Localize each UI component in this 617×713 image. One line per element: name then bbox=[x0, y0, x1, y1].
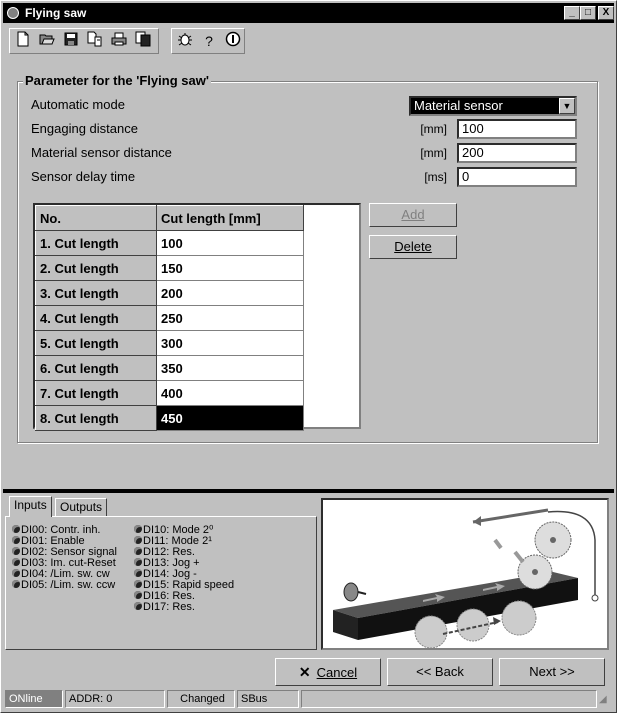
sensor-delay-time-label: Sensor delay time bbox=[31, 169, 136, 184]
add-button[interactable] bbox=[369, 203, 457, 227]
led-icon bbox=[12, 558, 20, 566]
led-icon bbox=[134, 580, 142, 588]
help-icon[interactable]: ? bbox=[205, 33, 213, 49]
toolbar-help-group bbox=[171, 28, 245, 54]
flying-saw-illustration bbox=[323, 500, 607, 648]
info-icon[interactable] bbox=[222, 31, 244, 51]
debug-icon[interactable] bbox=[174, 31, 196, 51]
new-icon[interactable] bbox=[12, 31, 34, 51]
engaging-distance-label: Engaging distance bbox=[31, 121, 138, 136]
led-icon bbox=[134, 558, 142, 566]
table-row[interactable] bbox=[36, 381, 304, 406]
minimize-button[interactable]: _ bbox=[564, 6, 580, 20]
table-row-selected[interactable] bbox=[36, 406, 304, 431]
io-left-column bbox=[12, 525, 117, 591]
input-di10: DI10: Mode 2⁰ bbox=[134, 525, 234, 536]
led-icon bbox=[134, 547, 142, 555]
engaging-distance-unit: [mm] bbox=[420, 122, 447, 136]
status-empty bbox=[301, 690, 597, 708]
row-header[interactable]: 6. Cut length bbox=[36, 356, 157, 381]
flying-saw-diagram bbox=[321, 498, 609, 650]
led-icon bbox=[134, 525, 142, 533]
input-di04: DI04: /Lim. sw. cw bbox=[12, 569, 117, 580]
table-row[interactable] bbox=[36, 306, 304, 331]
open-icon[interactable] bbox=[36, 31, 58, 51]
sensor-delay-time-unit: [ms] bbox=[424, 170, 447, 184]
next-button[interactable]: Next >> bbox=[499, 658, 605, 686]
automatic-mode-select[interactable] bbox=[409, 96, 577, 116]
tab-outputs[interactable]: Outputs bbox=[55, 498, 107, 516]
maximize-button[interactable]: □ bbox=[580, 6, 596, 20]
led-icon bbox=[134, 569, 142, 577]
cut-length-grid[interactable] bbox=[33, 203, 361, 429]
input-di16: DI16: Res. bbox=[134, 591, 234, 602]
column-header-cut-length[interactable]: Cut length [mm] bbox=[157, 206, 304, 231]
toolbar-file-group bbox=[9, 28, 159, 54]
cut-length-cell[interactable]: 450 bbox=[157, 406, 304, 431]
delete-button[interactable] bbox=[369, 235, 457, 259]
window-title: Flying saw bbox=[25, 6, 87, 20]
status-bar bbox=[3, 690, 614, 710]
automatic-mode-label: Automatic mode bbox=[31, 97, 125, 112]
table-row[interactable] bbox=[36, 281, 304, 306]
save-icon[interactable] bbox=[60, 31, 82, 51]
status-addr: ADDR: 0 bbox=[65, 690, 165, 708]
io-right-column bbox=[134, 525, 234, 613]
tab-inputs[interactable]: Inputs bbox=[9, 496, 52, 517]
material-sensor-distance-label: Material sensor distance bbox=[31, 145, 172, 160]
led-icon bbox=[134, 536, 142, 544]
chevron-down-icon[interactable]: ▼ bbox=[559, 98, 575, 114]
export-icon[interactable] bbox=[84, 31, 106, 51]
close-button[interactable]: X bbox=[598, 6, 614, 20]
input-di12: DI12: Res. bbox=[134, 547, 234, 558]
led-icon bbox=[12, 536, 20, 544]
led-icon bbox=[12, 547, 20, 555]
sensor-delay-time-input[interactable]: 0 bbox=[457, 167, 577, 187]
cancel-button-label: Cancel bbox=[316, 665, 358, 680]
input-di05: DI05: /Lim. sw. ccw bbox=[12, 580, 117, 591]
column-header-no[interactable]: No. bbox=[36, 206, 157, 231]
input-di00: DI00: Contr. inh. bbox=[12, 525, 117, 536]
table-header-row bbox=[36, 206, 304, 231]
status-online: ONline bbox=[5, 690, 63, 708]
cut-length-cell[interactable]: 300 bbox=[157, 331, 304, 356]
status-changed: Changed bbox=[167, 690, 235, 708]
print-icon[interactable] bbox=[108, 31, 130, 51]
led-icon bbox=[12, 525, 20, 533]
delete-button-label: Delete bbox=[394, 239, 432, 254]
input-di17: DI17: Res. bbox=[134, 602, 234, 613]
input-di11: DI11: Mode 2¹ bbox=[134, 536, 234, 547]
table-row[interactable] bbox=[36, 356, 304, 381]
table-row[interactable] bbox=[36, 256, 304, 281]
section-divider bbox=[3, 489, 614, 493]
title-bar[interactable] bbox=[3, 3, 614, 23]
row-header[interactable]: 4. Cut length bbox=[36, 306, 157, 331]
led-icon bbox=[12, 569, 20, 577]
led-icon bbox=[134, 602, 142, 610]
table-row[interactable] bbox=[36, 331, 304, 356]
cut-length-cell[interactable]: 200 bbox=[157, 281, 304, 306]
row-header[interactable]: 1. Cut length bbox=[36, 231, 157, 256]
back-button[interactable]: << Back bbox=[387, 658, 493, 686]
input-di14: DI14: Jog - bbox=[134, 569, 234, 580]
resize-grip-icon[interactable]: ◢ bbox=[599, 694, 607, 705]
input-di01: DI01: Enable bbox=[12, 536, 117, 547]
cut-length-cell[interactable]: 350 bbox=[157, 356, 304, 381]
cancel-x-icon: ✕ bbox=[298, 664, 311, 680]
material-sensor-distance-unit: [mm] bbox=[420, 146, 447, 160]
row-header[interactable]: 3. Cut length bbox=[36, 281, 157, 306]
cut-length-table bbox=[35, 205, 304, 431]
app-icon[interactable] bbox=[7, 7, 19, 19]
input-di03: DI03: Im. cut-Reset bbox=[12, 558, 117, 569]
table-row[interactable] bbox=[36, 231, 304, 256]
input-di15: DI15: Rapid speed bbox=[134, 580, 234, 591]
parameter-group-title: Parameter for the 'Flying saw' bbox=[25, 73, 209, 88]
automatic-mode-value: Material sensor bbox=[414, 98, 503, 113]
led-icon bbox=[12, 580, 20, 588]
inputs-tab-body bbox=[5, 516, 317, 650]
cut-length-cell[interactable]: 150 bbox=[157, 256, 304, 281]
row-header[interactable]: 8. Cut length bbox=[36, 406, 157, 431]
input-di02: DI02: Sensor signal bbox=[12, 547, 117, 558]
cancel-button[interactable] bbox=[275, 658, 381, 686]
copy-icon[interactable] bbox=[132, 31, 154, 51]
engaging-distance-input[interactable]: 100 bbox=[457, 119, 577, 139]
material-sensor-distance-input[interactable]: 200 bbox=[457, 143, 577, 163]
cut-length-cell[interactable]: 250 bbox=[157, 306, 304, 331]
cut-length-cell[interactable]: 100 bbox=[157, 231, 304, 256]
row-header[interactable]: 5. Cut length bbox=[36, 331, 157, 356]
led-icon bbox=[134, 591, 142, 599]
input-di13: DI13: Jog + bbox=[134, 558, 234, 569]
row-header[interactable]: 7. Cut length bbox=[36, 381, 157, 406]
status-bus: SBus bbox=[237, 690, 299, 708]
cut-length-cell[interactable]: 400 bbox=[157, 381, 304, 406]
row-header[interactable]: 2. Cut length bbox=[36, 256, 157, 281]
add-button-label: Add bbox=[401, 207, 425, 222]
io-panel bbox=[5, 498, 317, 650]
